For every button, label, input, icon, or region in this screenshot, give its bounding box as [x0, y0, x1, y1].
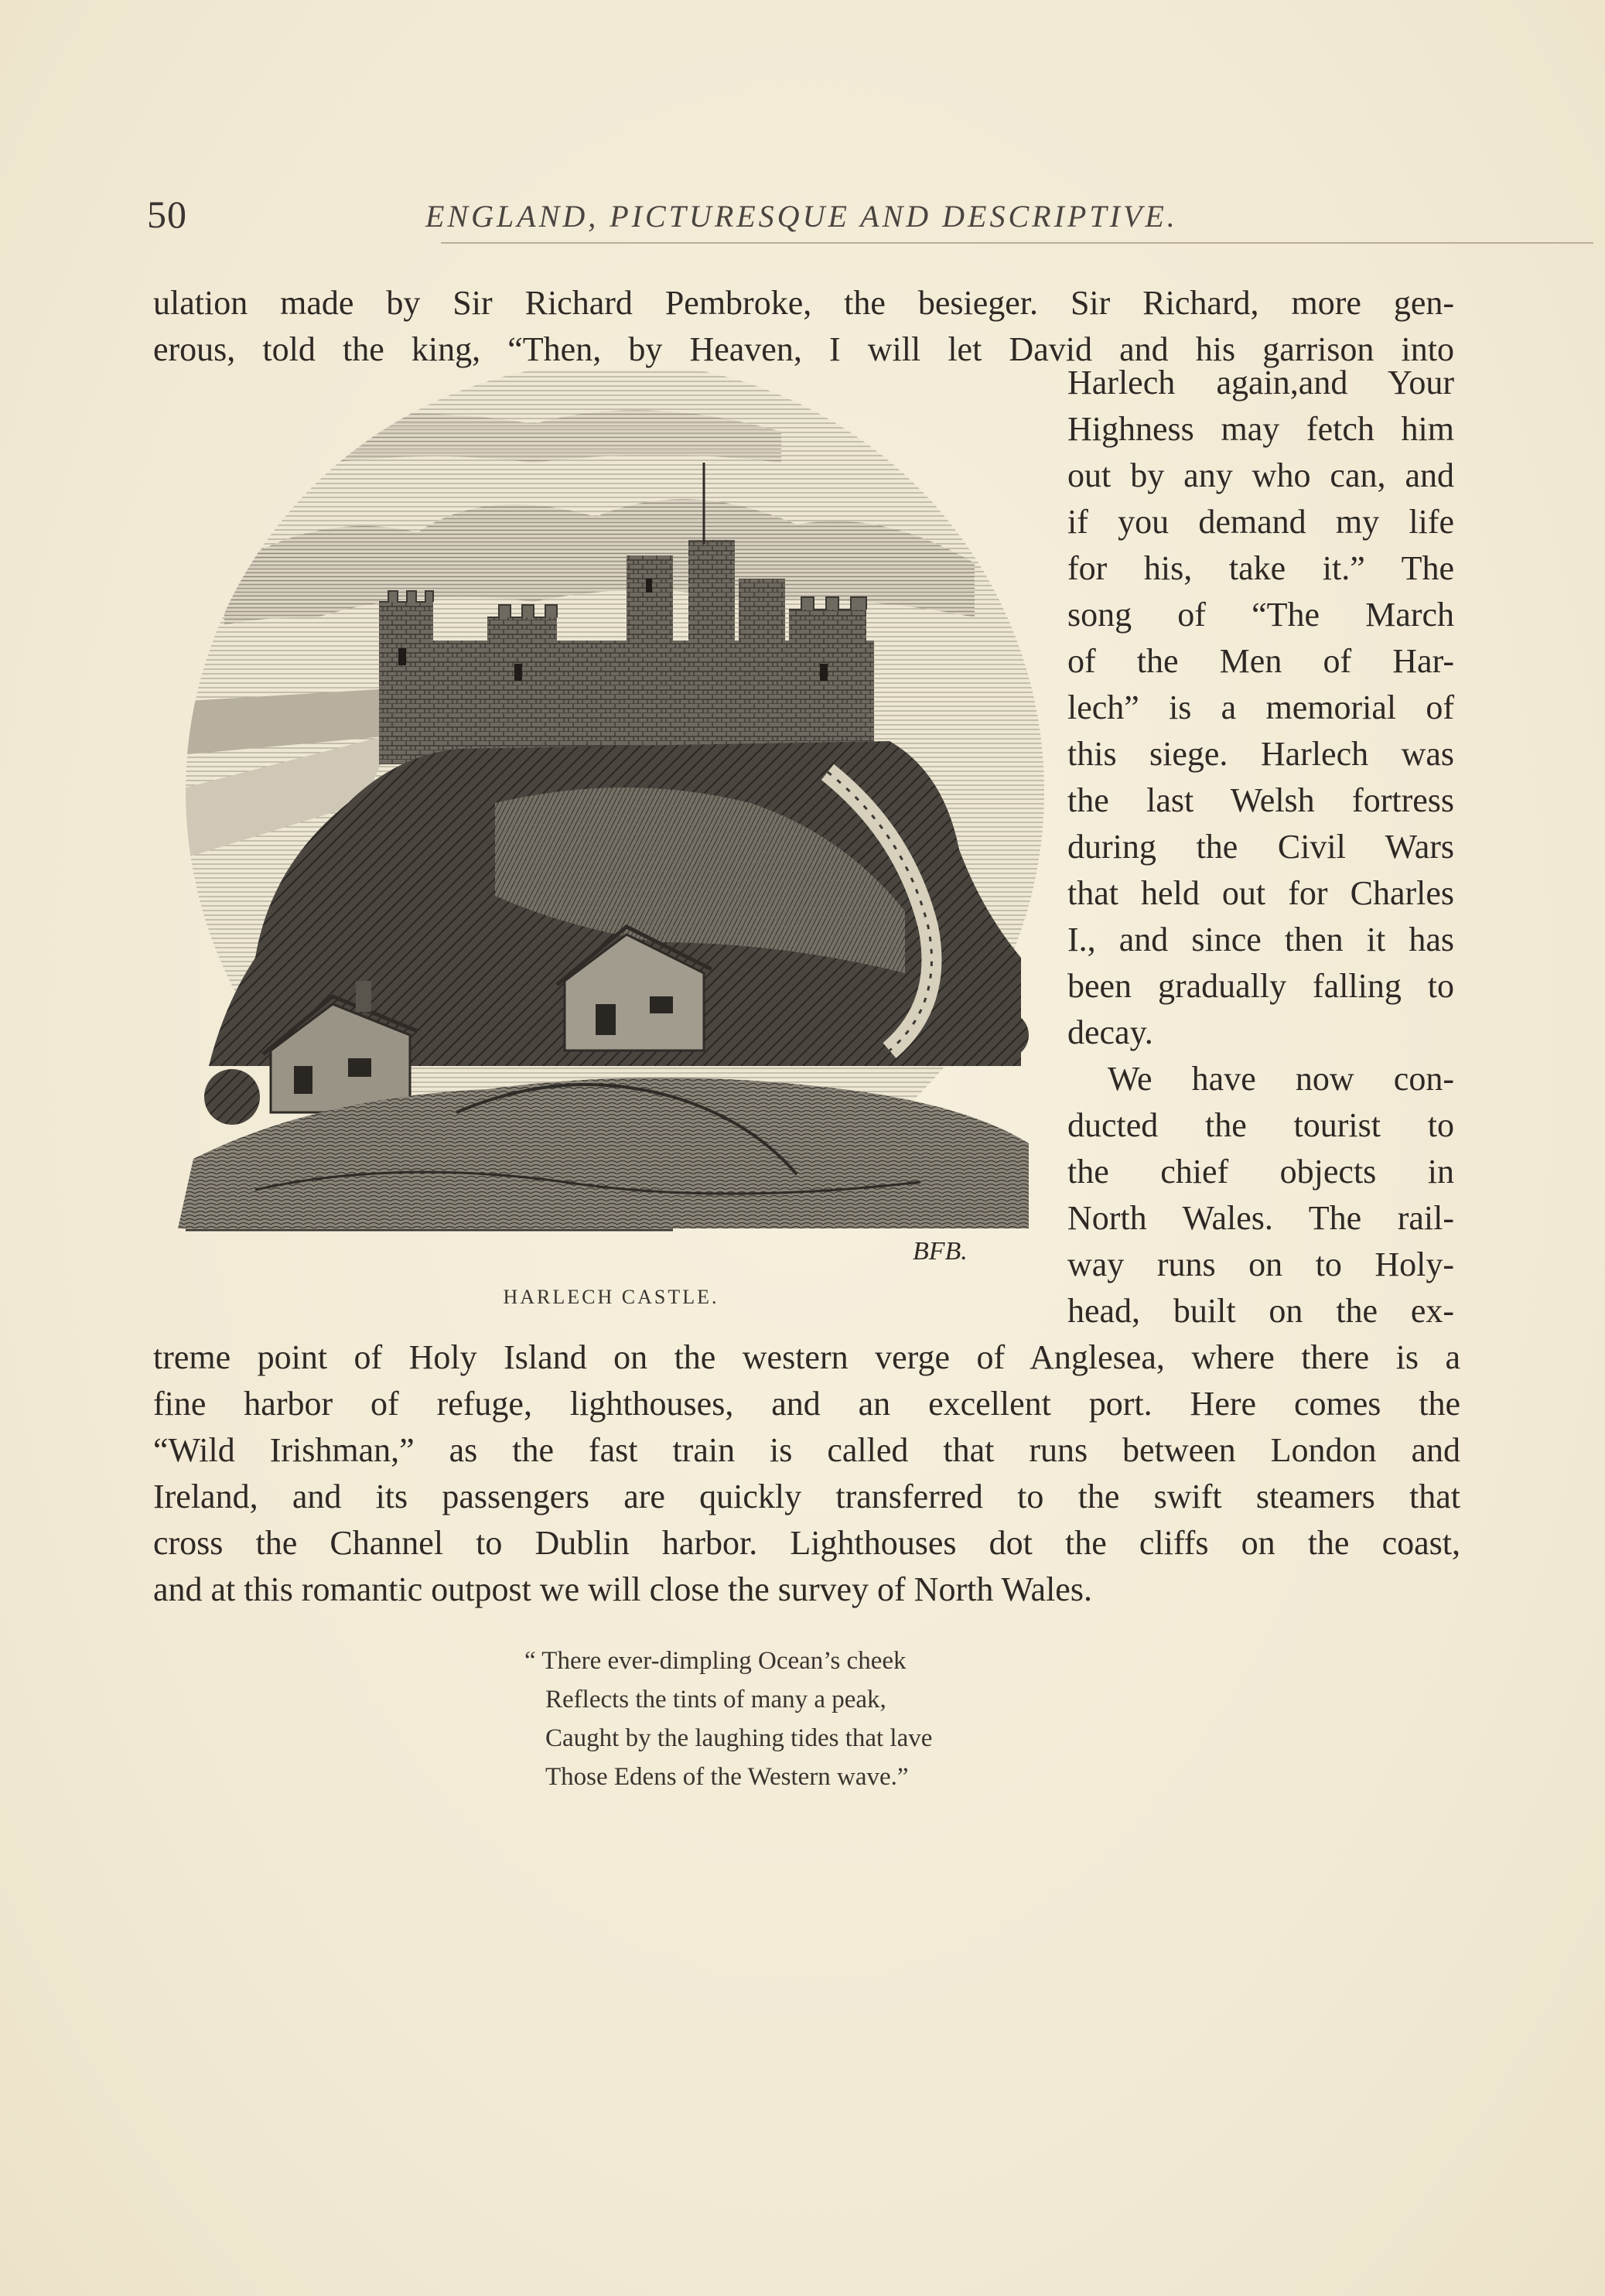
text-line: Highness may fetch him [1067, 410, 1454, 448]
text-line: decay. [1067, 1013, 1153, 1051]
text-line: the last Welsh fortress [1067, 781, 1454, 819]
page-header [147, 192, 1446, 246]
verse-line: Those Edens of the Western wave.” [545, 1763, 909, 1791]
text-line: “Wild Irishman,” as the fast train is called that runs between London and [153, 1431, 1460, 1469]
text-line: ulation made by Sir Richard Pembroke, the besieger. Sir Richard, more gen- [153, 284, 1454, 322]
text-line: Harlech again,and Your [1067, 364, 1454, 401]
text-line: erous, told the king, “Then, by Heaven, I will let David and his garrison into [153, 330, 1454, 368]
verse-line: “ There ever-dimpling Ocean’s cheek [524, 1647, 907, 1675]
text-line: if you demand my life [1067, 503, 1454, 541]
text-line: the chief objects in [1067, 1153, 1454, 1191]
text-line: of the Men of Har- [1067, 642, 1454, 680]
text-line: ducted the tourist to [1067, 1106, 1454, 1144]
running-head: ENGLAND, PICTURESQUE AND DESCRIPTIVE. [425, 199, 1178, 234]
text-line: out by any who can, and [1067, 456, 1454, 494]
text-line: this siege. Harlech was [1067, 735, 1454, 773]
verse-line: Caught by the laughing tides that lave [545, 1724, 933, 1752]
header-rule [441, 242, 1593, 244]
text-line: treme point of Holy Island on the western verge of Anglesea, where there is a [153, 1338, 1460, 1376]
text-line: and at this romantic outpost we will close the survey of North Wales. [153, 1570, 1092, 1608]
text-line: North Wales. The rail- [1067, 1199, 1454, 1237]
text-line: been gradually falling to [1067, 967, 1454, 1005]
text-line: song of “The March [1067, 596, 1454, 634]
page-number: 50 [147, 193, 187, 236]
text-line: Ireland, and its passengers are quickly transferred to the swift steamers that [153, 1478, 1460, 1515]
text-line: during the Civil Wars [1067, 828, 1454, 866]
text-line: fine harbor of refuge, lighthouses, and an excellent port. Here comes the [153, 1385, 1460, 1423]
text-line: lech” is a memorial of [1067, 688, 1454, 726]
harlech-castle-engraving [162, 370, 1052, 1283]
engraver-signature: BFB. [913, 1237, 968, 1266]
verse-line: Reflects the tints of many a peak, [545, 1686, 886, 1713]
text-line: We have now con- [1108, 1060, 1454, 1098]
text-line: I., and since then it has [1067, 921, 1454, 958]
text-line: for his, take it.” The [1067, 549, 1454, 587]
text-line: cross the Channel to Dublin harbor. Lighthouses dot the cliffs on the coast, [153, 1524, 1460, 1562]
text-line: way runs on to Holy- [1067, 1245, 1454, 1283]
illustration-caption: HARLECH CASTLE. [503, 1286, 719, 1308]
text-line: that held out for Charles [1067, 874, 1454, 912]
text-line: head, built on the ex- [1067, 1292, 1454, 1330]
